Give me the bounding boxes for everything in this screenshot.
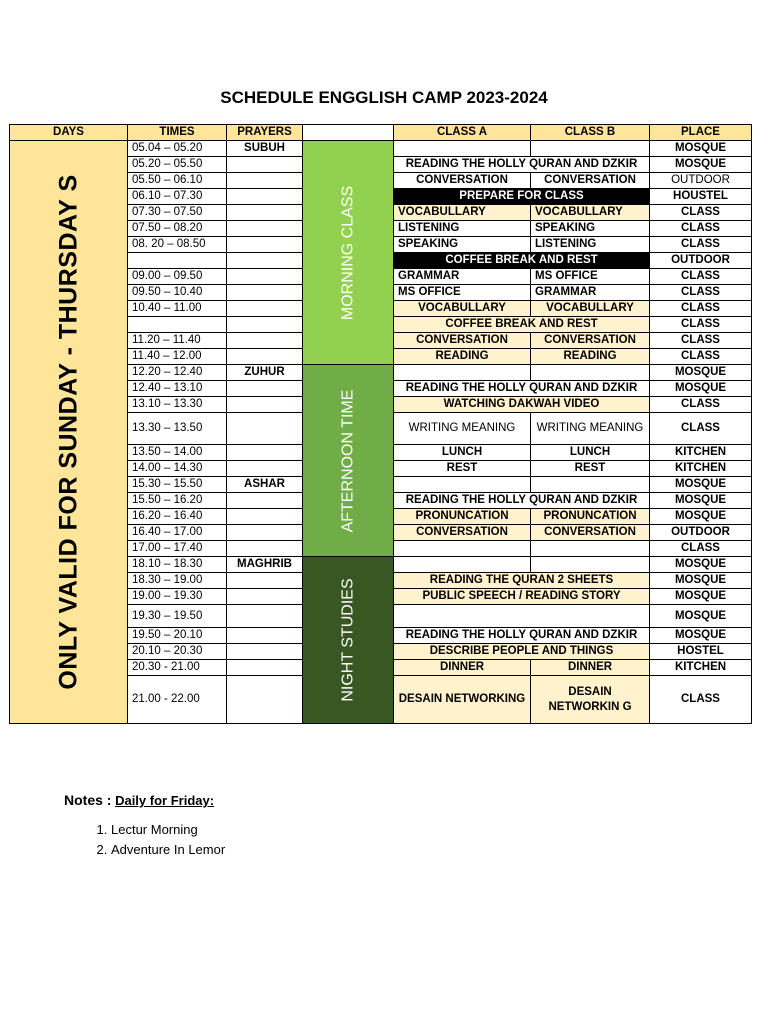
- time-cell: 09.00 – 09.50: [128, 269, 227, 285]
- class-b-cell: LISTENING: [531, 237, 650, 253]
- activity-cell: READING THE HOLLY QURAN AND DZKIR: [394, 628, 650, 644]
- time-cell: 19.50 – 20.10: [128, 628, 227, 644]
- place-cell: MOSQUE: [650, 365, 752, 381]
- class-a-cell: GRAMMAR: [394, 269, 531, 285]
- time-cell: 09.50 – 10.40: [128, 285, 227, 301]
- prayer-cell: [227, 541, 303, 557]
- prayer-cell: [227, 676, 303, 724]
- class-b-cell: WRITING MEANING: [531, 413, 650, 445]
- class-a-cell: CONVERSATION: [394, 173, 531, 189]
- time-cell: 05.04 – 05.20: [128, 141, 227, 157]
- class-b-cell: DINNER: [531, 660, 650, 676]
- class-b-cell: DESAIN NETWORKIN G: [531, 676, 650, 724]
- time-cell: 18.10 – 18.30: [128, 557, 227, 573]
- class-b-cell: [531, 141, 650, 157]
- time-cell: 13.50 – 14.00: [128, 445, 227, 461]
- prayer-cell: [227, 644, 303, 660]
- time-cell: 07.30 – 07.50: [128, 205, 227, 221]
- prayer-cell: [227, 413, 303, 445]
- place-cell: MOSQUE: [650, 605, 752, 628]
- time-cell: 16.20 – 16.40: [128, 509, 227, 525]
- class-a-cell: [394, 541, 531, 557]
- place-cell: CLASS: [650, 301, 752, 317]
- class-b-cell: GRAMMAR: [531, 285, 650, 301]
- time-cell: 11.20 – 11.40: [128, 333, 227, 349]
- place-cell: KITCHEN: [650, 660, 752, 676]
- place-cell: KITCHEN: [650, 461, 752, 477]
- prayer-cell: [227, 605, 303, 628]
- phase-label-night: NIGHT STUDIES: [339, 578, 357, 702]
- class-a-cell: MS OFFICE: [394, 285, 531, 301]
- prayer-cell: [227, 349, 303, 365]
- time-cell: 07.50 – 08.20: [128, 221, 227, 237]
- notes-list: [87, 822, 225, 862]
- place-cell: CLASS: [650, 269, 752, 285]
- class-b-cell: REST: [531, 461, 650, 477]
- class-b-cell: SPEAKING: [531, 221, 650, 237]
- class-b-cell: MS OFFICE: [531, 269, 650, 285]
- class-b-cell: VOCABULLARY: [531, 301, 650, 317]
- place-cell: OUTDOOR: [650, 525, 752, 541]
- place-cell: MOSQUE: [650, 509, 752, 525]
- class-a-cell: READING: [394, 349, 531, 365]
- place-cell: MOSQUE: [650, 589, 752, 605]
- time-cell: 05.20 – 05.50: [128, 157, 227, 173]
- class-a-cell: VOCABULLARY: [394, 205, 531, 221]
- class-a-cell: LISTENING: [394, 221, 531, 237]
- prayer-cell: [227, 253, 303, 269]
- time-cell: 13.10 – 13.30: [128, 397, 227, 413]
- header-phase-blank: [303, 125, 394, 141]
- time-cell: 15.30 – 15.50: [128, 477, 227, 493]
- place-cell: OUTDOOR: [650, 173, 752, 189]
- notes-label: Notes :: [64, 792, 112, 808]
- class-b-cell: LUNCH: [531, 445, 650, 461]
- time-cell: 12.20 – 12.40: [128, 365, 227, 381]
- prayer-cell: MAGHRIB: [227, 557, 303, 573]
- class-a-cell: PRONUNCATION: [394, 509, 531, 525]
- time-cell: 06.10 – 07.30: [128, 189, 227, 205]
- time-cell: 13.30 – 13.50: [128, 413, 227, 445]
- prayer-cell: [227, 381, 303, 397]
- class-b-cell: [531, 477, 650, 493]
- prayer-cell: [227, 269, 303, 285]
- prayer-cell: [227, 189, 303, 205]
- place-cell: MOSQUE: [650, 628, 752, 644]
- header-place: PLACE: [650, 125, 752, 141]
- activity-cell: COFFEE BREAK AND REST: [394, 253, 650, 269]
- place-cell: MOSQUE: [650, 557, 752, 573]
- place-cell: CLASS: [650, 285, 752, 301]
- prayer-cell: [227, 173, 303, 189]
- activity-cell: PREPARE FOR CLASS: [394, 189, 650, 205]
- class-a-cell: WRITING MEANING: [394, 413, 531, 445]
- table-row: [10, 141, 752, 157]
- place-cell: CLASS: [650, 349, 752, 365]
- class-a-cell: [394, 141, 531, 157]
- activity-cell: [394, 605, 650, 628]
- prayer-cell: [227, 660, 303, 676]
- time-cell: [128, 253, 227, 269]
- time-cell: 20.10 – 20.30: [128, 644, 227, 660]
- class-b-cell: [531, 557, 650, 573]
- class-a-cell: SPEAKING: [394, 237, 531, 253]
- document-title: SCHEDULE ENGGLISH CAMP 2023-2024: [220, 88, 548, 107]
- time-cell: 18.30 – 19.00: [128, 573, 227, 589]
- place-cell: MOSQUE: [650, 477, 752, 493]
- header-times: TIMES: [128, 125, 227, 141]
- header-days: DAYS: [10, 125, 128, 141]
- activity-cell: READING THE HOLLY QURAN AND DZKIR: [394, 381, 650, 397]
- prayer-cell: [227, 157, 303, 173]
- phase-cell-morning: [303, 141, 394, 365]
- place-cell: HOUSTEL: [650, 189, 752, 205]
- time-cell: 19.30 – 19.50: [128, 605, 227, 628]
- prayer-cell: [227, 493, 303, 509]
- list-item: 1. Lectur Morning: [111, 822, 225, 842]
- prayer-cell: [227, 317, 303, 333]
- phase-label-afternoon: AFTERNOON TIME: [339, 389, 357, 532]
- prayer-cell: [227, 445, 303, 461]
- class-a-cell: [394, 557, 531, 573]
- time-cell: 21.00 - 22.00: [128, 676, 227, 724]
- place-cell: MOSQUE: [650, 493, 752, 509]
- prayer-cell: [227, 589, 303, 605]
- header-prayers: PRAYERS: [227, 125, 303, 141]
- place-cell: KITCHEN: [650, 445, 752, 461]
- class-b-cell: CONVERSATION: [531, 173, 650, 189]
- place-cell: CLASS: [650, 221, 752, 237]
- phase-cell-night: [303, 557, 394, 724]
- class-a-cell: [394, 477, 531, 493]
- activity-cell: READING THE QURAN 2 SHEETS: [394, 573, 650, 589]
- place-cell: MOSQUE: [650, 573, 752, 589]
- class-a-cell: VOCABULLARY: [394, 301, 531, 317]
- activity-cell: READING THE HOLLY QURAN AND DZKIR: [394, 157, 650, 173]
- notes-subtitle: Daily for Friday:: [115, 793, 215, 808]
- prayer-cell: [227, 333, 303, 349]
- time-cell: 15.50 – 16.20: [128, 493, 227, 509]
- prayer-cell: [227, 509, 303, 525]
- list-item: 2. Adventure In Lemor: [111, 842, 225, 862]
- class-b-cell: CONVERSATION: [531, 333, 650, 349]
- class-b-cell: CONVERSATION: [531, 525, 650, 541]
- place-cell: CLASS: [650, 237, 752, 253]
- schedule-table: [9, 124, 752, 724]
- place-cell: CLASS: [650, 317, 752, 333]
- activity-cell: WATCHING DAKWAH VIDEO: [394, 397, 650, 413]
- activity-cell: DESCRIBE PEOPLE AND THINGS: [394, 644, 650, 660]
- class-a-cell: REST: [394, 461, 531, 477]
- time-cell: 08. 20 – 08.50: [128, 237, 227, 253]
- place-cell: MOSQUE: [650, 141, 752, 157]
- prayer-cell: [227, 221, 303, 237]
- place-cell: CLASS: [650, 541, 752, 557]
- time-cell: 16.40 – 17.00: [128, 525, 227, 541]
- class-a-cell: [394, 365, 531, 381]
- place-cell: CLASS: [650, 333, 752, 349]
- header-class-b: CLASS B: [531, 125, 650, 141]
- prayer-cell: [227, 301, 303, 317]
- class-b-cell: VOCABULLARY: [531, 205, 650, 221]
- place-cell: HOSTEL: [650, 644, 752, 660]
- place-cell: CLASS: [650, 676, 752, 724]
- time-cell: 20.30 - 21.00: [128, 660, 227, 676]
- prayer-cell: SUBUH: [227, 141, 303, 157]
- prayer-cell: ZUHUR: [227, 365, 303, 381]
- days-cell: [10, 141, 128, 724]
- time-cell: [128, 317, 227, 333]
- prayer-cell: [227, 237, 303, 253]
- class-a-cell: CONVERSATION: [394, 333, 531, 349]
- prayer-cell: [227, 573, 303, 589]
- notes-section: [64, 792, 214, 808]
- prayer-cell: [227, 628, 303, 644]
- time-cell: 11.40 – 12.00: [128, 349, 227, 365]
- class-a-cell: CONVERSATION: [394, 525, 531, 541]
- place-cell: CLASS: [650, 205, 752, 221]
- prayer-cell: [227, 461, 303, 477]
- place-cell: OUTDOOR: [650, 253, 752, 269]
- time-cell: 17.00 – 17.40: [128, 541, 227, 557]
- prayer-cell: [227, 205, 303, 221]
- class-b-cell: [531, 365, 650, 381]
- class-b-cell: [531, 541, 650, 557]
- time-cell: 05.50 – 06.10: [128, 173, 227, 189]
- table-header-row: [10, 125, 752, 141]
- time-cell: 14.00 – 14.30: [128, 461, 227, 477]
- place-cell: MOSQUE: [650, 157, 752, 173]
- class-a-cell: LUNCH: [394, 445, 531, 461]
- activity-cell: COFFEE BREAK AND REST: [394, 317, 650, 333]
- prayer-cell: ASHAR: [227, 477, 303, 493]
- place-cell: CLASS: [650, 413, 752, 445]
- place-cell: MOSQUE: [650, 381, 752, 397]
- class-a-cell: DINNER: [394, 660, 531, 676]
- activity-cell: READING THE HOLLY QURAN AND DZKIR: [394, 493, 650, 509]
- phase-label-morning: MORNING CLASS: [339, 185, 357, 320]
- phase-cell-afternoon: [303, 365, 394, 557]
- class-a-cell: DESAIN NETWORKING: [394, 676, 531, 724]
- header-class-a: CLASS A: [394, 125, 531, 141]
- prayer-cell: [227, 285, 303, 301]
- prayer-cell: [227, 525, 303, 541]
- class-b-cell: PRONUNCATION: [531, 509, 650, 525]
- place-cell: CLASS: [650, 397, 752, 413]
- time-cell: 19.00 – 19.30: [128, 589, 227, 605]
- prayer-cell: [227, 397, 303, 413]
- class-b-cell: READING: [531, 349, 650, 365]
- time-cell: 10.40 – 11.00: [128, 301, 227, 317]
- time-cell: 12.40 – 13.10: [128, 381, 227, 397]
- days-label: ONLY VALID FOR SUNDAY - THURSDAY S: [54, 174, 82, 690]
- activity-cell: PUBLIC SPEECH / READING STORY: [394, 589, 650, 605]
